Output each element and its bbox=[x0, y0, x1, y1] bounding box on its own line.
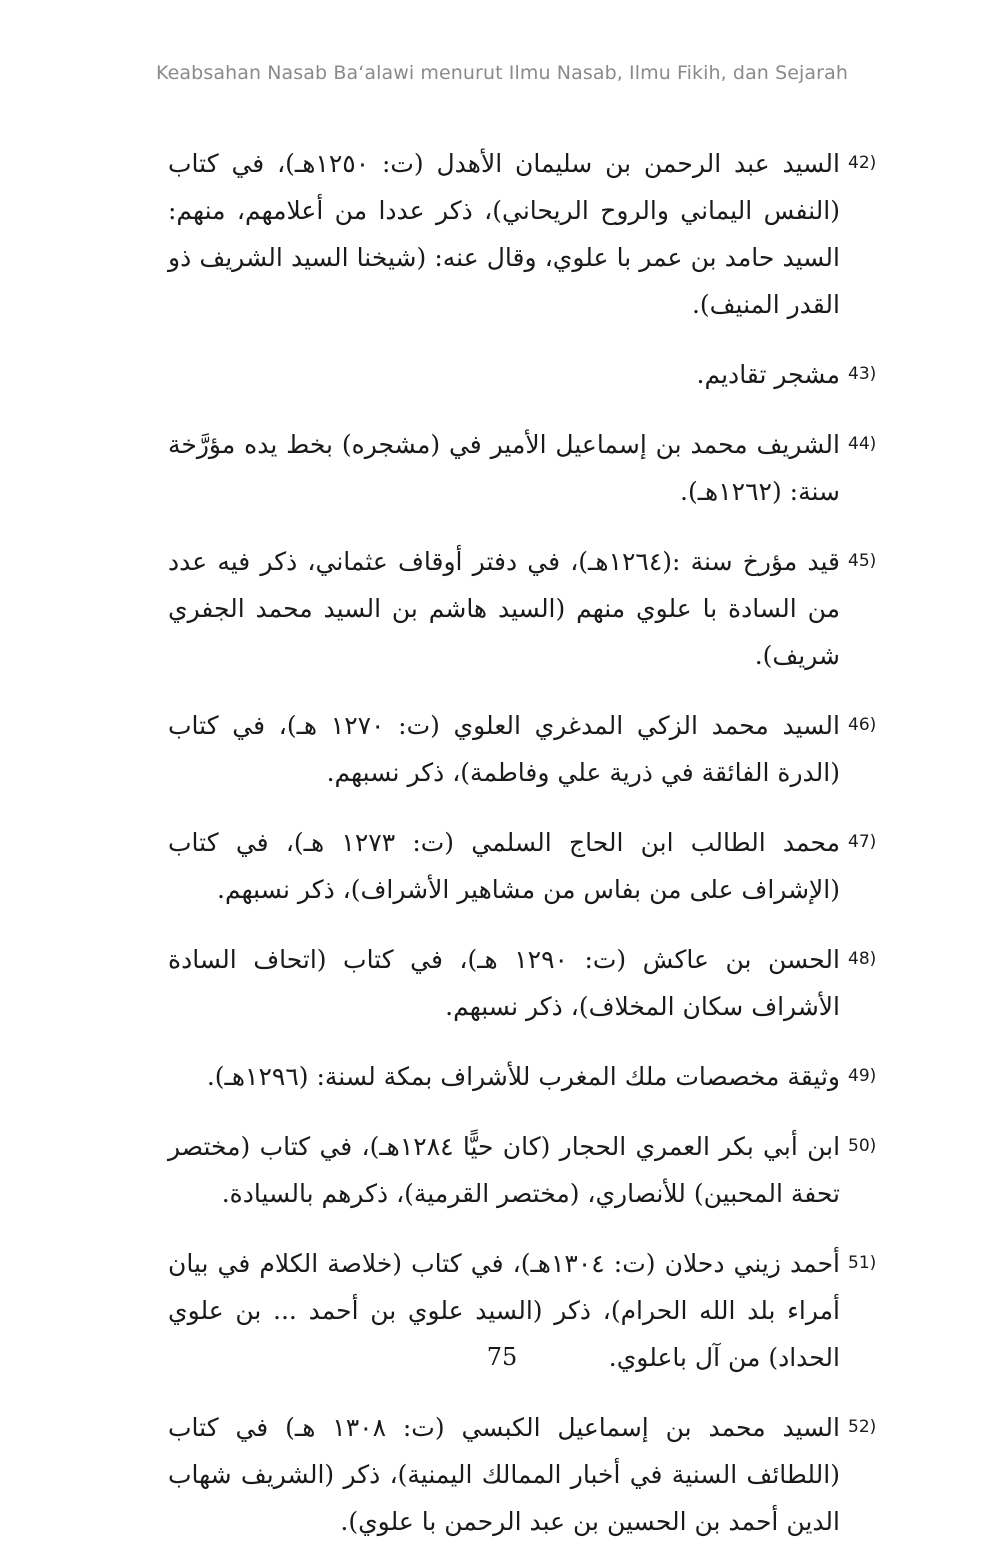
page-number: 75 bbox=[486, 1343, 518, 1371]
list-item-43 bbox=[168, 351, 898, 398]
list-item-45 bbox=[168, 538, 898, 679]
entry-number: 51) bbox=[848, 1253, 877, 1273]
list-item-46 bbox=[168, 702, 898, 796]
entry-text: الشريف محمد بن إسماعيل الأمير في (مشجره) بخط يده مؤرَّخة سنة: (١٢٦٢هـ). bbox=[168, 430, 840, 506]
entry-text: الحسن بن عاكش (ت: ١٢٩٠ هـ)، في كتاب (اتحاف السادة الأشراف سكان المخلاف)، ذكر نسبهم. bbox=[168, 945, 840, 1021]
entry-number: 44) bbox=[848, 434, 877, 454]
entry-number: 50) bbox=[848, 1136, 877, 1156]
entry-number: 42) bbox=[848, 153, 877, 173]
entry-text: السيد عبد الرحمن بن سليمان الأهدل (ت: ١٢٥٠هـ)، في كتاب (النفس اليماني والروح الريحاني)، ذكر عددا من أعلامهم، منهم: السيد حامد بن عمر با علوي، وقال عنه: (شيخنا السيد الشريف ذو القدر المنيف). bbox=[168, 149, 840, 319]
entry-number: 52) bbox=[848, 1417, 877, 1437]
list-item-49 bbox=[168, 1053, 898, 1100]
list-item-48 bbox=[168, 936, 898, 1030]
list-item-52 bbox=[168, 1404, 898, 1545]
entry-number: 49) bbox=[848, 1066, 877, 1086]
entry-text: السيد محمد بن إسماعيل الكبسي (ت: ١٣٠٨ هـ) في كتاب (اللطائف السنية في أخبار الممالك اليمنية)، ذكر (الشريف شهاب الدين أحمد بن الحسين بن عبد الرحمن با علوي). bbox=[168, 1413, 840, 1536]
entry-number: 45) bbox=[848, 551, 877, 571]
running-header: Keabsahan Nasab Ba‘alawi menurut Ilmu Nasab, Ilmu Fikih, dan Sejarah bbox=[156, 62, 848, 84]
list-item-44 bbox=[168, 421, 898, 515]
list-item-42 bbox=[168, 140, 898, 328]
entry-text: قيد مؤرخ سنة :(١٢٦٤هـ)، في دفتر أوقاف عثماني، ذكر فيه عدد من السادة با علوي منهم (السيد هاشم بن السيد محمد الجفري شريف). bbox=[168, 547, 841, 670]
entry-number: 48) bbox=[848, 949, 877, 969]
entry-number: 47) bbox=[848, 832, 877, 852]
entry-text: أحمد زيني دحلان (ت: ١٣٠٤هـ)، في كتاب (خلاصة الكلام في بيان أمراء بلد الله الحرام)، ذكر (السيد علوي بن أحمد ... بن علوي الحداد) من آل باعلوي. bbox=[168, 1249, 841, 1372]
entry-number: 43) bbox=[848, 364, 877, 384]
entry-text: السيد محمد الزكي المدغري العلوي (ت: ١٢٧٠ هـ)، في كتاب (الدرة الفائقة في ذرية علي وفاطمة)، ذكر نسبهم. bbox=[168, 711, 840, 787]
list-item-47 bbox=[168, 819, 898, 913]
entry-text: وثيقة مخصصات ملك المغرب للأشراف بمكة لسنة: (١٢٩٦هـ). bbox=[206, 1062, 840, 1091]
list-item-50 bbox=[168, 1123, 898, 1217]
entry-text: محمد الطالب ابن الحاج السلمي (ت: ١٢٧٣ هـ)، في كتاب (الإشراف على من بفاس من مشاهير الأشراف)، ذكر نسبهم. bbox=[168, 828, 840, 904]
entry-number: 46) bbox=[848, 715, 877, 735]
entry-text: ابن أبي بكر العمري الحجار (كان حيًّا ١٢٨٤هـ)، في كتاب (مختصر تحفة المحبين) للأنصاري، (مختصر القرمية)، ذكرهم بالسيادة. bbox=[168, 1132, 841, 1208]
entry-text: مشجر تقاديم. bbox=[696, 360, 840, 389]
entry-list bbox=[168, 140, 898, 1545]
